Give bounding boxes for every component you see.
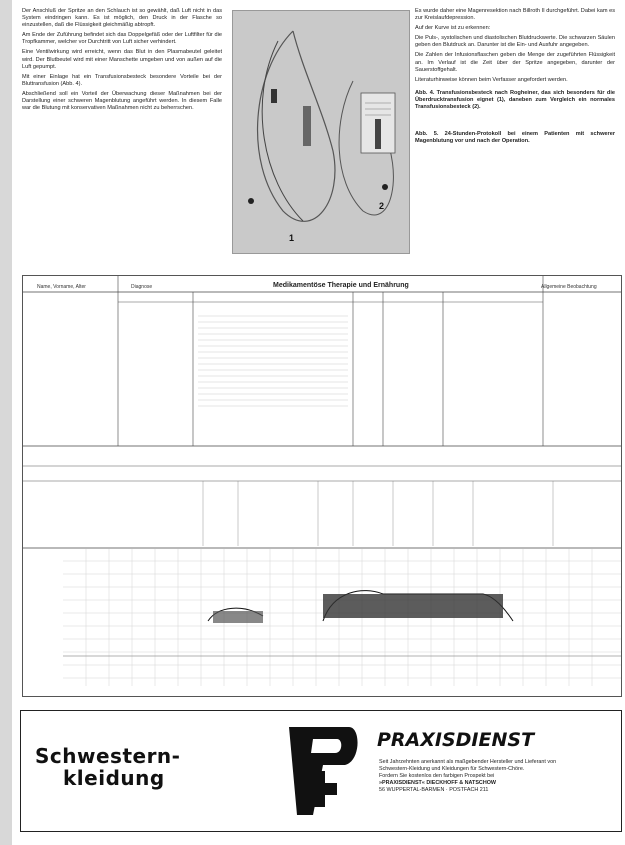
ad-body-text [379,759,609,794]
scan-edge [0,0,12,845]
chart-name-header: Name, Vorname, Alter [37,284,86,290]
transfusion-sets-illustration [233,11,409,253]
chart-observation-header: Allgemeine Beobachtung [541,284,597,290]
ad-text-line: Fordern Sie kostenlos den farbigen Prospekt bei [379,773,495,779]
transfusion-photo [232,10,410,254]
praxisdienst-logo-icon [283,721,363,821]
left-paragraph: Eine Ventilwirkung wird erreicht, wenn das Blut in den Plasmabeutel geleitet wird. Der Blutbeutel wird mit einer Manschette umgeben und von außen auf die Luft gepumpt. [22,49,222,70]
ad-text-line: 56 WUPPERTAL-BARMEN · POSTFACH 211 [379,787,489,793]
left-paragraph: Am Ende der Zuführung befindet sich das Doppelgefäß oder der Luftfilter für die Tropfkammer, welcher vor Durchtritt von Luft sicher verhindert. [22,32,222,46]
right-paragraph: Auf der Kurve ist zu erkennen: [415,25,491,32]
left-paragraph: Mit einer Einlage hat ein Transfusionsbesteck besondere Vorteile bei der Bluttransfusion (Abb. 4). [22,73,222,87]
chart-diagnosis-header: Diagnose [131,284,153,290]
ad-title-line1: Schwestern- [35,744,181,768]
chart-grid [23,276,621,696]
figure-caption-5: Abb. 5. 24-Stunden-Protokoll bei einem Patienten mit schwerer Magenblutung vor und nach der Operation. [415,131,615,145]
advertisement [20,710,622,832]
photo-label-1: 1 [289,233,295,243]
right-paragraph: Literaturhinweise können beim Verfasser angefordert werden. [415,76,568,83]
left-paragraph: Abschließend soll ein Vorteil der Überwachung dieser Maßnahmen bei der Darstellung einer schweren Magenblutung angeführt werden. In diesem Falle war die Blutung mit konservativen Maßnahmen nicht zu beherrschen. [22,90,222,112]
right-paragraph: Die Puls-, systolischen und diastolischen Blutdruckwerte. Die schwarzen Säulen geben den Blutdruck an. Darunter ist die Ein- und Ausfuhr angegeben. [415,35,615,49]
right-paragraph: Es wurde daher eine Magenresektion nach Billroth II durchgeführt. Dabei kam es zur Kreislaufdepression. [415,8,615,22]
ad-title [35,745,180,789]
left-paragraph: Der Anschluß der Spritze an den Schlauch ist so gewählt, daß Luft nicht in das System eindringen kann. Es ist möglich, den Druck in der Flasche so einzustellen, daß die Flüssigkeit gleichmäßig abtropft. [22,8,222,29]
ad-title-line2: kleidung [63,766,165,790]
photo-label-2: 2 [379,201,385,211]
ad-text-line: Seit Jahrzehnten anerkannt als maßgebender Hersteller und Lieferant von [379,759,557,765]
left-text-column [22,8,222,115]
ad-text-line: »PRAXISDIENST« DIECKHOFF & NATSCHOW [379,780,497,786]
ad-text-line: Schwestern-Kleidung und Kleidungen für Schwestern-Chöre. [379,766,525,772]
figure-caption-4: Abb. 4. Transfusionsbesteck nach Rogheiner, das sich besonders für die Überdrucktransfusion eignet (1), daneben zum Vergleich ein normales Transfusionsbesteck (2). [415,89,615,111]
ad-brand: PRAXISDIENST [377,729,535,751]
chart-title: Medikamentöse Therapie und Ernährung [273,282,409,289]
right-text-column [415,8,615,145]
monitoring-chart [22,275,622,697]
right-paragraph: Die Zahlen der Infusionsflaschen geben die Menge der zugeführten Flüssigkeit an. Im Verlauf ist die Zeit über der Spritze angegeben, darunter der Sauerstoffgehalt. [415,52,615,73]
